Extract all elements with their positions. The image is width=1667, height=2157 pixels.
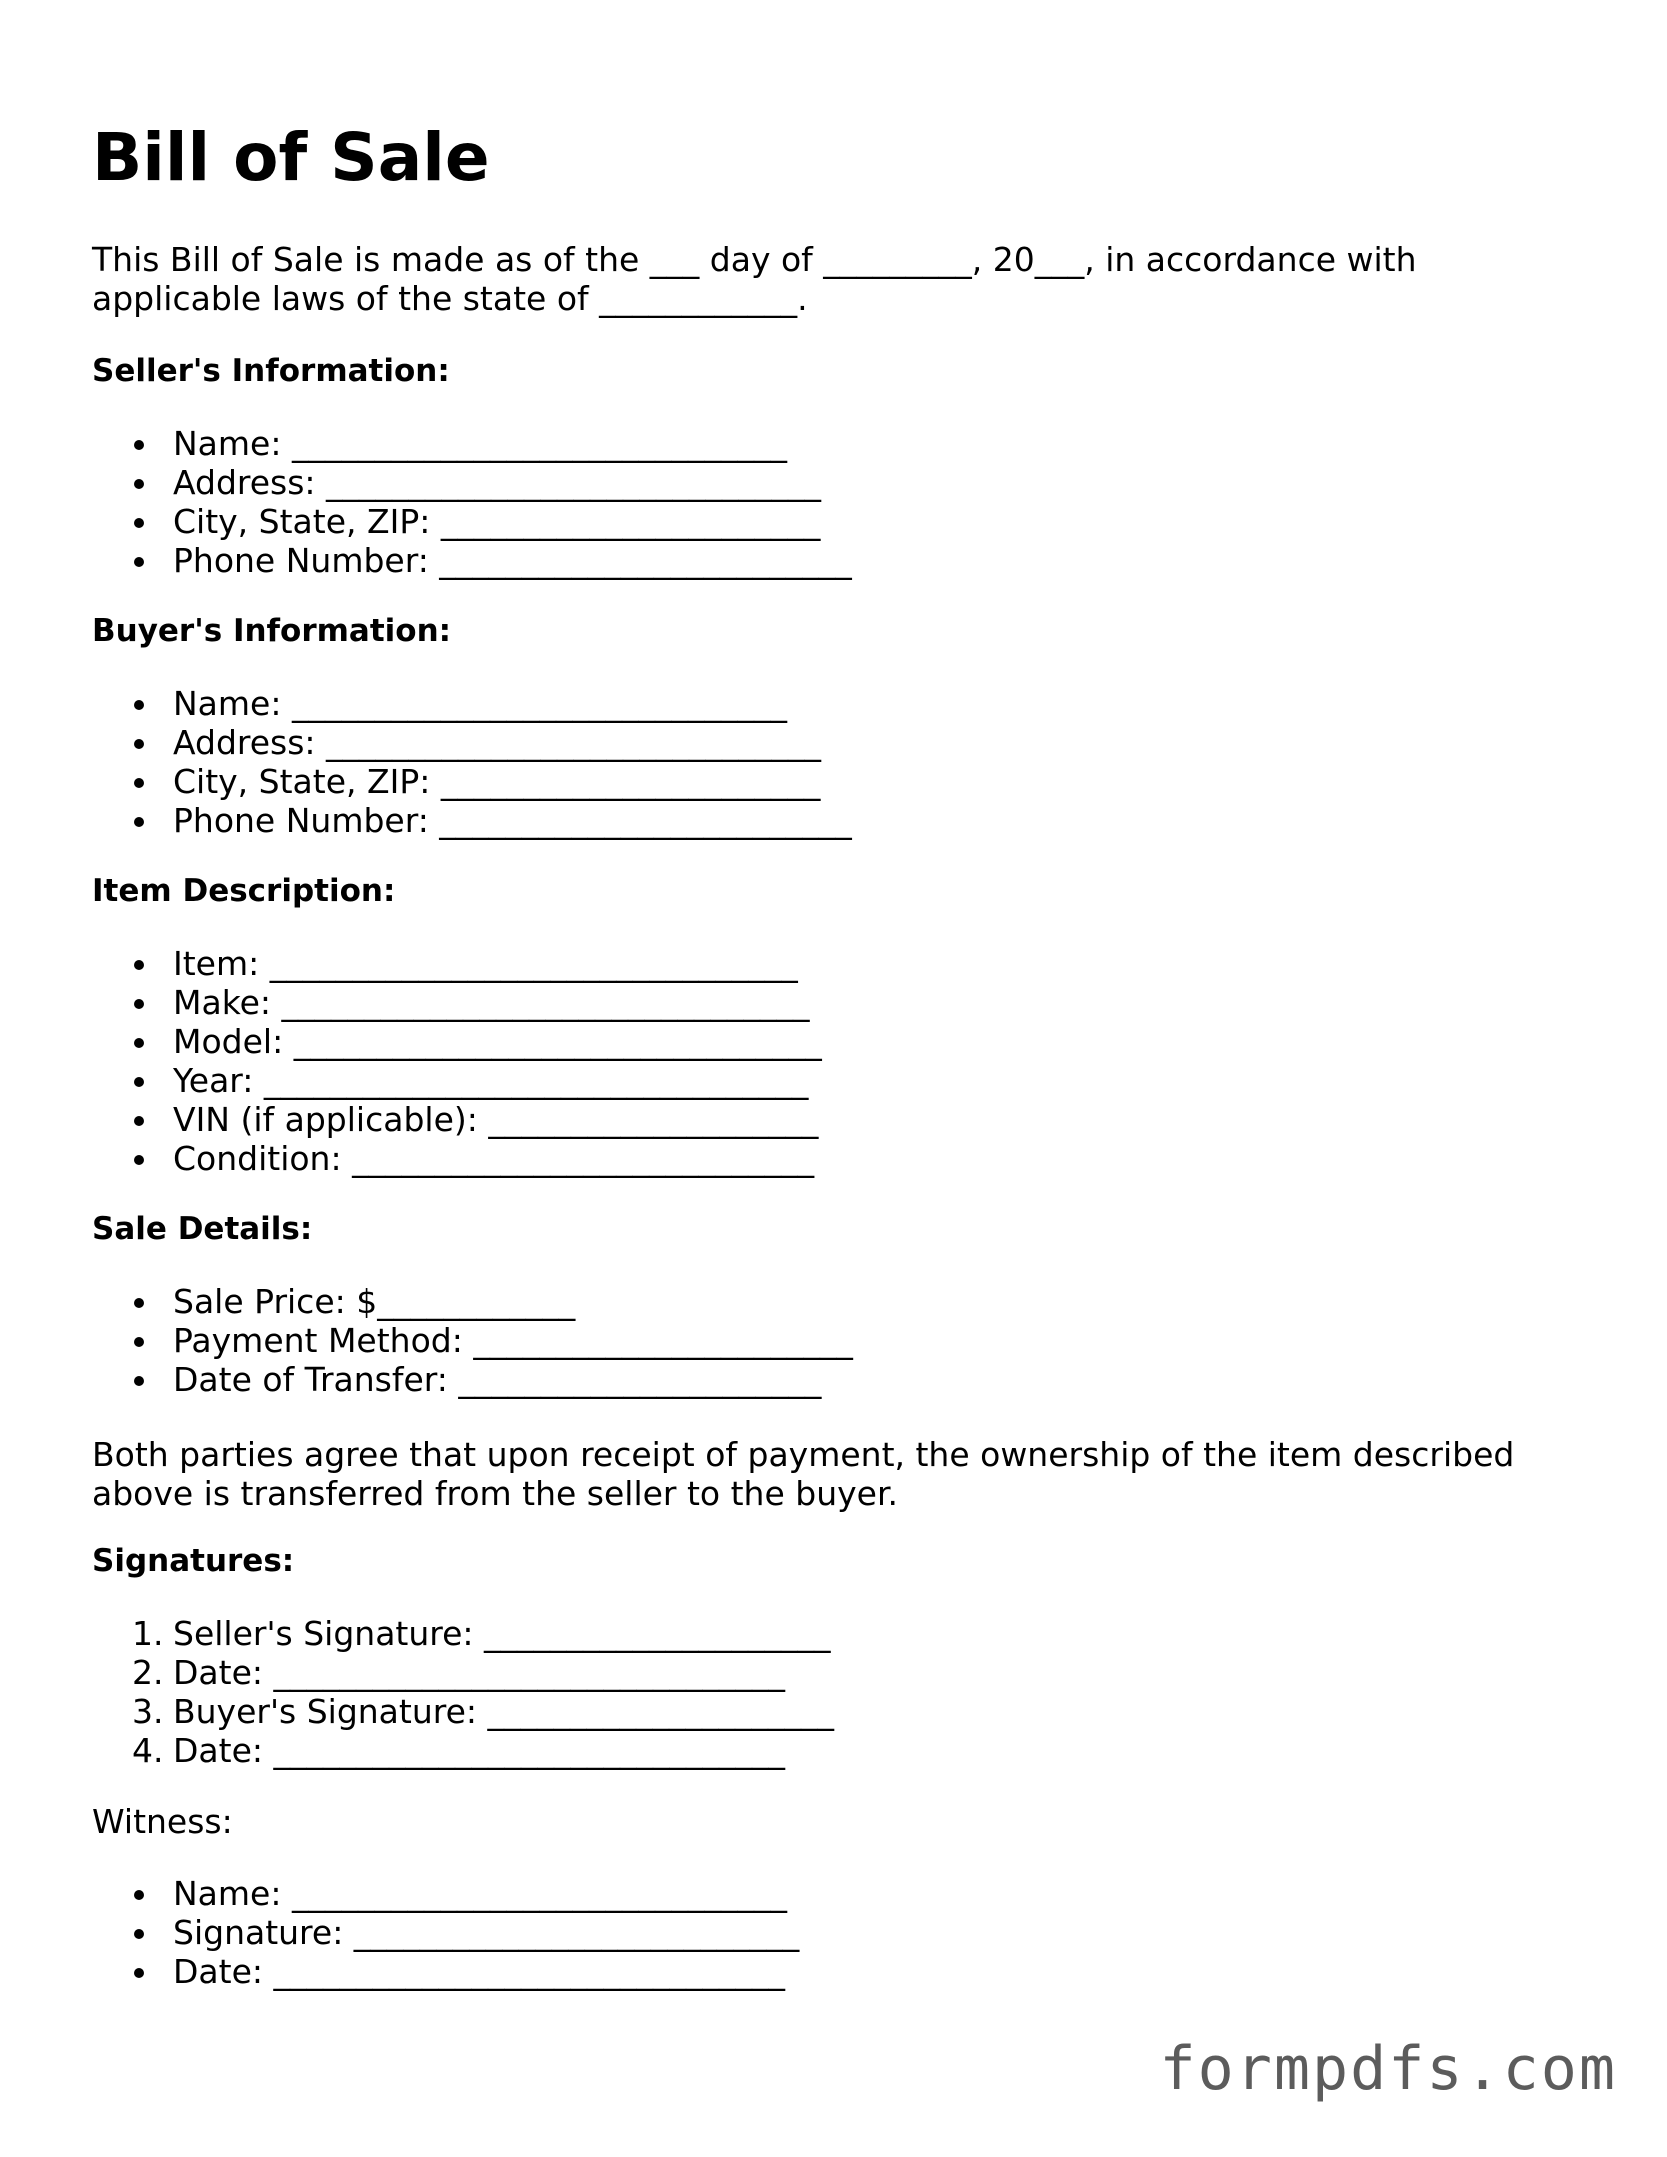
agreement-paragraph: [92, 1435, 1514, 1513]
signatures-list: [92, 1614, 834, 1770]
intro-line-1: This Bill of Sale is made as of the ___ day of _________, 20___, in accordance with: [92, 240, 1417, 279]
buyer-city-field: City, State, ZIP: _______________________: [173, 762, 821, 801]
vin-field: VIN (if applicable): ____________________: [173, 1100, 819, 1139]
list-number: 3.: [132, 1692, 164, 1731]
item-description-list: [92, 944, 822, 1178]
witness-signature-field: Signature: ___________________________: [173, 1913, 800, 1952]
seller-name-field: Name: ______________________________: [173, 424, 787, 463]
buyer-name-field: Name: ______________________________: [173, 684, 787, 723]
seller-name-item: [92, 424, 852, 463]
payment-method-field: Payment Method: _______________________: [173, 1321, 853, 1360]
year-field: Year: _________________________________: [173, 1061, 809, 1100]
buyer-phone-item: [92, 801, 852, 840]
witness-signature-item: [92, 1913, 799, 1952]
condition-item: [92, 1139, 822, 1178]
seller-signature-field: Seller's Signature: _____________________: [173, 1614, 831, 1653]
witness-date-field: Date: _______________________________: [173, 1952, 785, 1991]
vin-item: [92, 1100, 822, 1139]
witness-list: [92, 1874, 799, 1991]
buyer-address-field: Address: ______________________________: [173, 723, 822, 762]
make-field: Make: ________________________________: [173, 983, 810, 1022]
site-watermark: formpdfs.com: [1159, 2034, 1617, 2104]
buyer-date-item: [92, 1731, 834, 1770]
list-number: 4.: [132, 1731, 164, 1770]
seller-address-field: Address: ______________________________: [173, 463, 822, 502]
item-description-heading: Item Description:: [92, 873, 396, 909]
intro-paragraph: [92, 240, 1417, 318]
item-field: Item: ________________________________: [173, 944, 798, 983]
buyer-signature-item: [92, 1692, 834, 1731]
document-title: Bill of Sale: [92, 119, 490, 196]
list-number: 2.: [132, 1653, 164, 1692]
payment-method-item: [92, 1321, 853, 1360]
buyer-name-item: [92, 684, 852, 723]
condition-field: Condition: ____________________________: [173, 1139, 815, 1178]
buyer-phone-field: Phone Number: _________________________: [173, 801, 852, 840]
sale-details-list: [92, 1282, 853, 1399]
signatures-heading: Signatures:: [92, 1543, 295, 1579]
witness-date-item: [92, 1952, 799, 1991]
sale-price-item: [92, 1282, 853, 1321]
seller-date-field: Date: _______________________________: [173, 1653, 785, 1692]
year-item: [92, 1061, 822, 1100]
seller-phone-field: Phone Number: _________________________: [173, 541, 852, 580]
seller-heading: Seller's Information:: [92, 353, 450, 389]
agreement-line-1: Both parties agree that upon receipt of payment, the ownership of the item described: [92, 1435, 1515, 1474]
buyer-date-field: Date: _______________________________: [173, 1731, 785, 1770]
seller-list: [92, 424, 852, 580]
seller-city-field: City, State, ZIP: _______________________: [173, 502, 821, 541]
seller-address-item: [92, 463, 852, 502]
model-field: Model: ________________________________: [173, 1022, 822, 1061]
buyer-address-item: [92, 723, 852, 762]
buyer-signature-field: Buyer's Signature: _____________________: [173, 1692, 835, 1731]
witness-name-field: Name: ______________________________: [173, 1874, 787, 1913]
seller-phone-item: [92, 541, 852, 580]
agreement-line-2: above is transferred from the seller to the buyer.: [92, 1474, 898, 1513]
sale-price-field: Sale Price: $____________: [173, 1282, 576, 1321]
date-of-transfer-field: Date of Transfer: ______________________: [173, 1360, 822, 1399]
model-item: [92, 1022, 822, 1061]
intro-line-2: applicable laws of the state of ____________.: [92, 279, 808, 318]
witness-name-item: [92, 1874, 799, 1913]
buyer-list: [92, 684, 852, 840]
witness-label: Witness:: [92, 1802, 233, 1841]
make-item: [92, 983, 822, 1022]
sale-details-heading: Sale Details:: [92, 1211, 313, 1247]
seller-city-item: [92, 502, 852, 541]
buyer-heading: Buyer's Information:: [92, 613, 452, 649]
item-item: [92, 944, 822, 983]
seller-signature-item: [92, 1614, 834, 1653]
date-of-transfer-item: [92, 1360, 853, 1399]
seller-date-item: [92, 1653, 834, 1692]
buyer-city-item: [92, 762, 852, 801]
list-number: 1.: [132, 1614, 164, 1653]
